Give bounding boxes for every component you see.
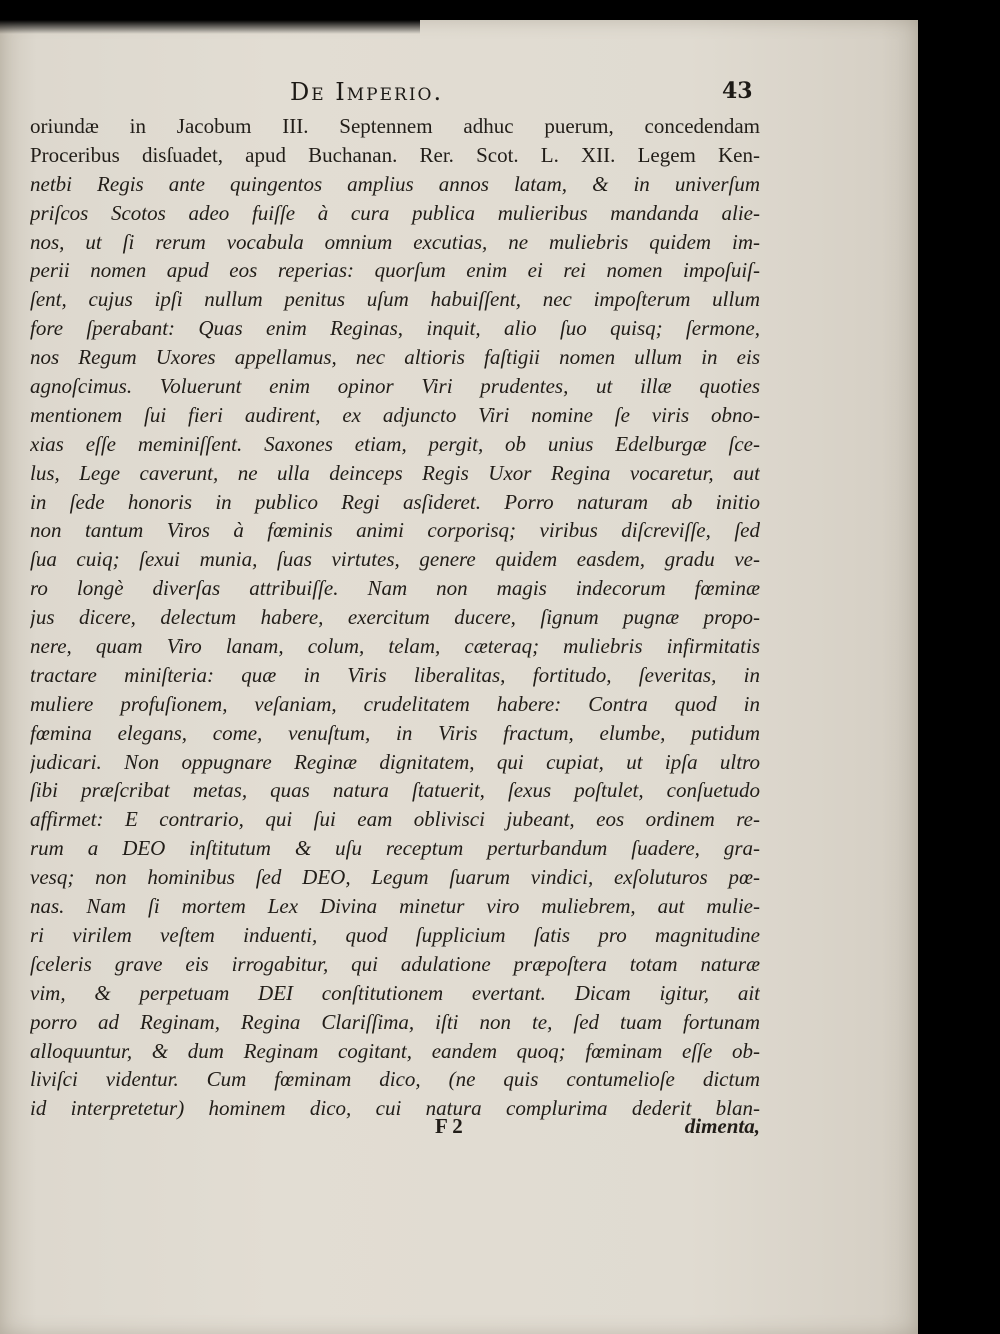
text-line: nos, ut ſi rerum vocabula omnium excutias, ne muliebris quidem im- bbox=[30, 229, 760, 254]
text-line: ſceleris grave eis irrogabitur, qui adulatione præpoſtera totam naturæ bbox=[30, 951, 760, 976]
body-text bbox=[30, 112, 760, 1123]
text-line: fœmina elegans, come, venuſtum, in Viris fractum, elumbe, putidum bbox=[30, 720, 760, 745]
page-number: 43 bbox=[722, 78, 753, 104]
text-line: vim, & perpetuam DEI conſtitutionem evertant. Dicam igitur, ait bbox=[30, 980, 760, 1005]
text-line: priſcos Scotos adeo fuiſſe à cura publica mulieribus mandanda alie- bbox=[30, 200, 760, 225]
text-line: ſent, cujus ipſi nullum penitus uſum habuiſſent, nec impoſterum ullum bbox=[30, 287, 760, 312]
text-line: netbi Regis ante quingentos amplius annos latam, & in univerſum bbox=[30, 171, 760, 196]
text-line: agnoſcimus. Voluerunt enim opinor Viri prudentes, ut illæ quoties bbox=[30, 374, 760, 399]
text-line: id interpretetur) hominem dico, cui natura complurima dederit blan- bbox=[30, 1096, 760, 1121]
text-line: ri virilem veſtem induenti, quod ſupplicium ſatis pro magnitudine bbox=[30, 922, 760, 947]
text-line: judicari. Non oppugnare Reginæ dignitatem, qui cupiat, ut ipſa ultro bbox=[30, 749, 760, 774]
text-line: fore ſperabant: Quas enim Reginas, inquit, alio ſuo quisq; ſermone, bbox=[30, 316, 760, 341]
text-line: affirmet: E contrario, qui ſui eam oblivisci jubeant, eos ordinem re- bbox=[30, 807, 760, 832]
text-line: nos Regum Uxores appellamus, nec altioris faſtigii nomen ullum in eis bbox=[30, 345, 760, 370]
text-line: rum a DEO inſtitutum & uſu receptum perturbandum ſuadere, gra- bbox=[30, 836, 760, 861]
text-line: jus dicere, delectum habere, exercitum ducere, ſignum pugnæ propo- bbox=[30, 605, 760, 630]
page-edge-shadow bbox=[0, 20, 420, 34]
text-line: liviſci videntur. Cum fœminam dico, (ne quis contumelioſe dictum bbox=[30, 1067, 760, 1092]
text-line: Proceribus disſuadet, apud Buchanan. Rer. Scot. L. XII. Legem Ken- bbox=[30, 142, 760, 167]
text-line: xias eſſe meminiſſent. Saxones etiam, pergit, ob unius Edelburgæ ſce- bbox=[30, 431, 760, 456]
page-header bbox=[0, 74, 918, 110]
text-line: ſibi præſcribat metas, quas natura ſtatuerit, ſexus poſtulet, conſuetudo bbox=[30, 778, 760, 803]
text-line: oriundæ in Jacobum III. Septennem adhuc puerum, concedendam bbox=[30, 114, 760, 138]
text-line: nere, quam Viro lanam, colum, telam, cæteraq; muliebris infirmitatis bbox=[30, 634, 760, 659]
text-line: lus, Lege caverunt, ne ulla deinceps Regis Uxor Regina vocaretur, aut bbox=[30, 460, 760, 485]
text-line: muliere profuſionem, veſaniam, crudelitatem habere: Contra quod in bbox=[30, 691, 760, 716]
catchword: dimenta, bbox=[684, 1114, 760, 1138]
running-title: De Imperio. bbox=[290, 78, 444, 106]
signature-mark: F 2 bbox=[435, 1114, 463, 1138]
text-line: vesq; non hominibus ſed DEO, Legum ſuarum vindici, exſoluturos pœ- bbox=[30, 865, 760, 890]
text-line: nas. Nam ſi mortem Lex Divina minetur viro muliebrem, aut mulie- bbox=[30, 894, 760, 919]
text-line: ro longè diverſas attribuiſſe. Nam non magis indecorum fœminæ bbox=[30, 576, 760, 601]
text-line: non tantum Viros à fœminis animi corporisq; viribus diſcreviſſe, ſed bbox=[30, 518, 760, 543]
text-line: perii nomen apud eos reperias: quorſum enim ei rei nomen impoſuiſ- bbox=[30, 258, 760, 283]
text-line: mentionem ſui fieri audirent, ex adjuncto Viri nomine ſe viris obno- bbox=[30, 402, 760, 427]
text-line: tractare miniſteria: quæ in Viris liberalitas, fortitudo, ſeveritas, in bbox=[30, 662, 760, 687]
text-line: ſua cuiq; ſexui munia, ſuas virtutes, genere quidem easdem, gradu ve- bbox=[30, 547, 760, 572]
page-footer bbox=[30, 1114, 760, 1144]
text-line: alloquuntur, & dum Reginam cogitant, eandem quoq; fœminam eſſe ob- bbox=[30, 1038, 760, 1063]
text-line: porro ad Reginam, Regina Clariſſima, iſti non te, ſed tuam fortunam bbox=[30, 1009, 760, 1034]
text-line: in ſede honoris in publico Regi asſideret. Porro naturam ab initio bbox=[30, 489, 760, 514]
